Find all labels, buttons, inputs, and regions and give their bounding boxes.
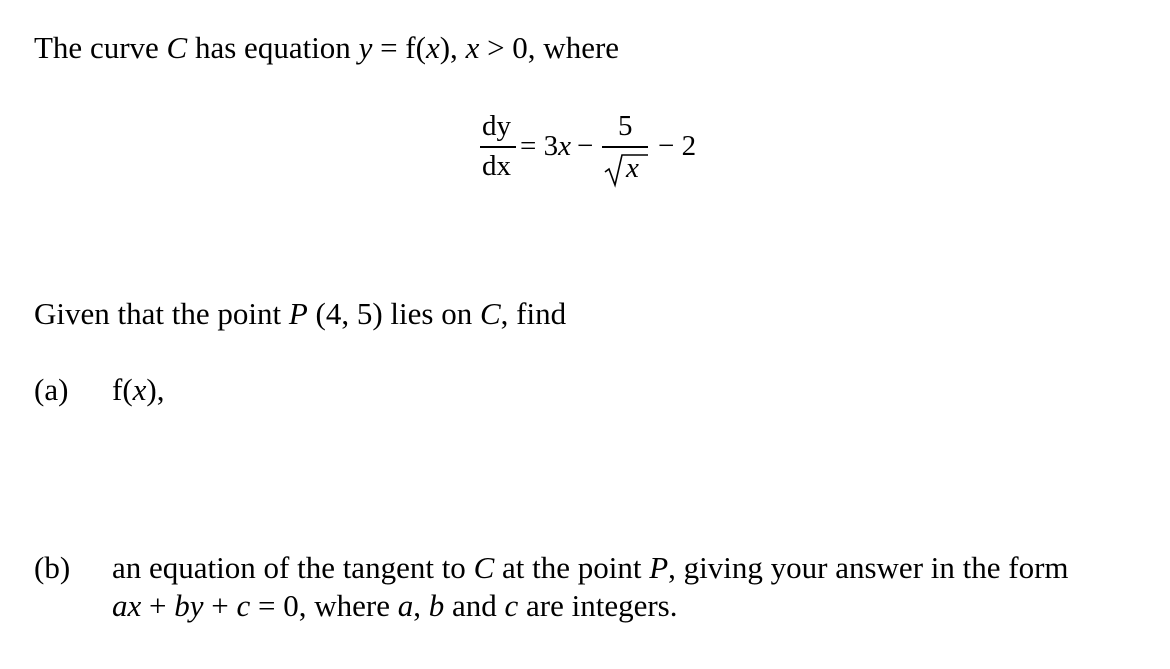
point-symbol: P: [288, 296, 308, 331]
x-variable: x: [132, 372, 147, 407]
x-variable: x: [558, 130, 571, 162]
intro-has-equation-text: has equation: [187, 30, 359, 65]
and-text: and: [444, 588, 505, 623]
a-constant: a: [397, 588, 414, 623]
part-b-label: (b): [34, 550, 71, 585]
y-variable: y: [358, 30, 373, 65]
root-fraction-bar: [602, 146, 648, 148]
equals-zero-where: = 0, where: [250, 588, 398, 623]
minus-sign: −: [576, 130, 594, 162]
intro-lead-text: The curve: [34, 30, 167, 65]
given-tail-text: , find: [500, 296, 567, 331]
derivative-equation: [478, 108, 708, 198]
plus-sign: +: [141, 588, 175, 623]
curve-symbol: C: [479, 296, 501, 331]
intro-close-paren: ),: [439, 30, 466, 65]
intro-sentence: [34, 30, 619, 66]
given-sentence: [34, 296, 566, 332]
given-coords-text: (4, 5) lies on: [307, 296, 480, 331]
five-numerator: 5: [618, 110, 633, 142]
part-b-text-line2: [112, 588, 678, 624]
part-a-label: (a): [34, 372, 69, 407]
integers-tail: are integers.: [518, 588, 678, 623]
curve-symbol: C: [473, 550, 495, 585]
by-term: by: [174, 588, 204, 623]
function-f: f(: [112, 372, 133, 407]
plus-sign: +: [203, 588, 237, 623]
part-a-text: [112, 372, 165, 408]
part-a-tail: ),: [146, 372, 165, 407]
dx-denominator: dx: [482, 150, 511, 182]
dydx-fraction-bar: [480, 146, 516, 148]
ax-term: ax: [112, 588, 142, 623]
intro-equals-f: = f(: [372, 30, 426, 65]
domain-condition-text: > 0, where: [479, 30, 620, 65]
curve-symbol: C: [166, 30, 188, 65]
dy-numerator: dy: [482, 110, 511, 142]
equals-three-text: = 3: [520, 130, 559, 162]
part-b-mid: at the point: [494, 550, 650, 585]
part-b-text-line1: [112, 550, 1069, 586]
part-b-lead: an equation of the tangent to: [112, 550, 474, 585]
c-constant: c: [504, 588, 519, 623]
equals-three-x: [520, 130, 593, 162]
x-variable: x: [425, 30, 440, 65]
x-variable: x: [465, 30, 480, 65]
c-term: c: [236, 588, 251, 623]
part-b-tail: , giving your answer in the form: [668, 550, 1069, 585]
comma: ,: [413, 588, 429, 623]
b-constant: b: [428, 588, 445, 623]
minus-two: − 2: [658, 130, 697, 162]
point-symbol: P: [649, 550, 669, 585]
given-lead-text: Given that the point: [34, 296, 289, 331]
root-x-variable: x: [626, 152, 639, 184]
